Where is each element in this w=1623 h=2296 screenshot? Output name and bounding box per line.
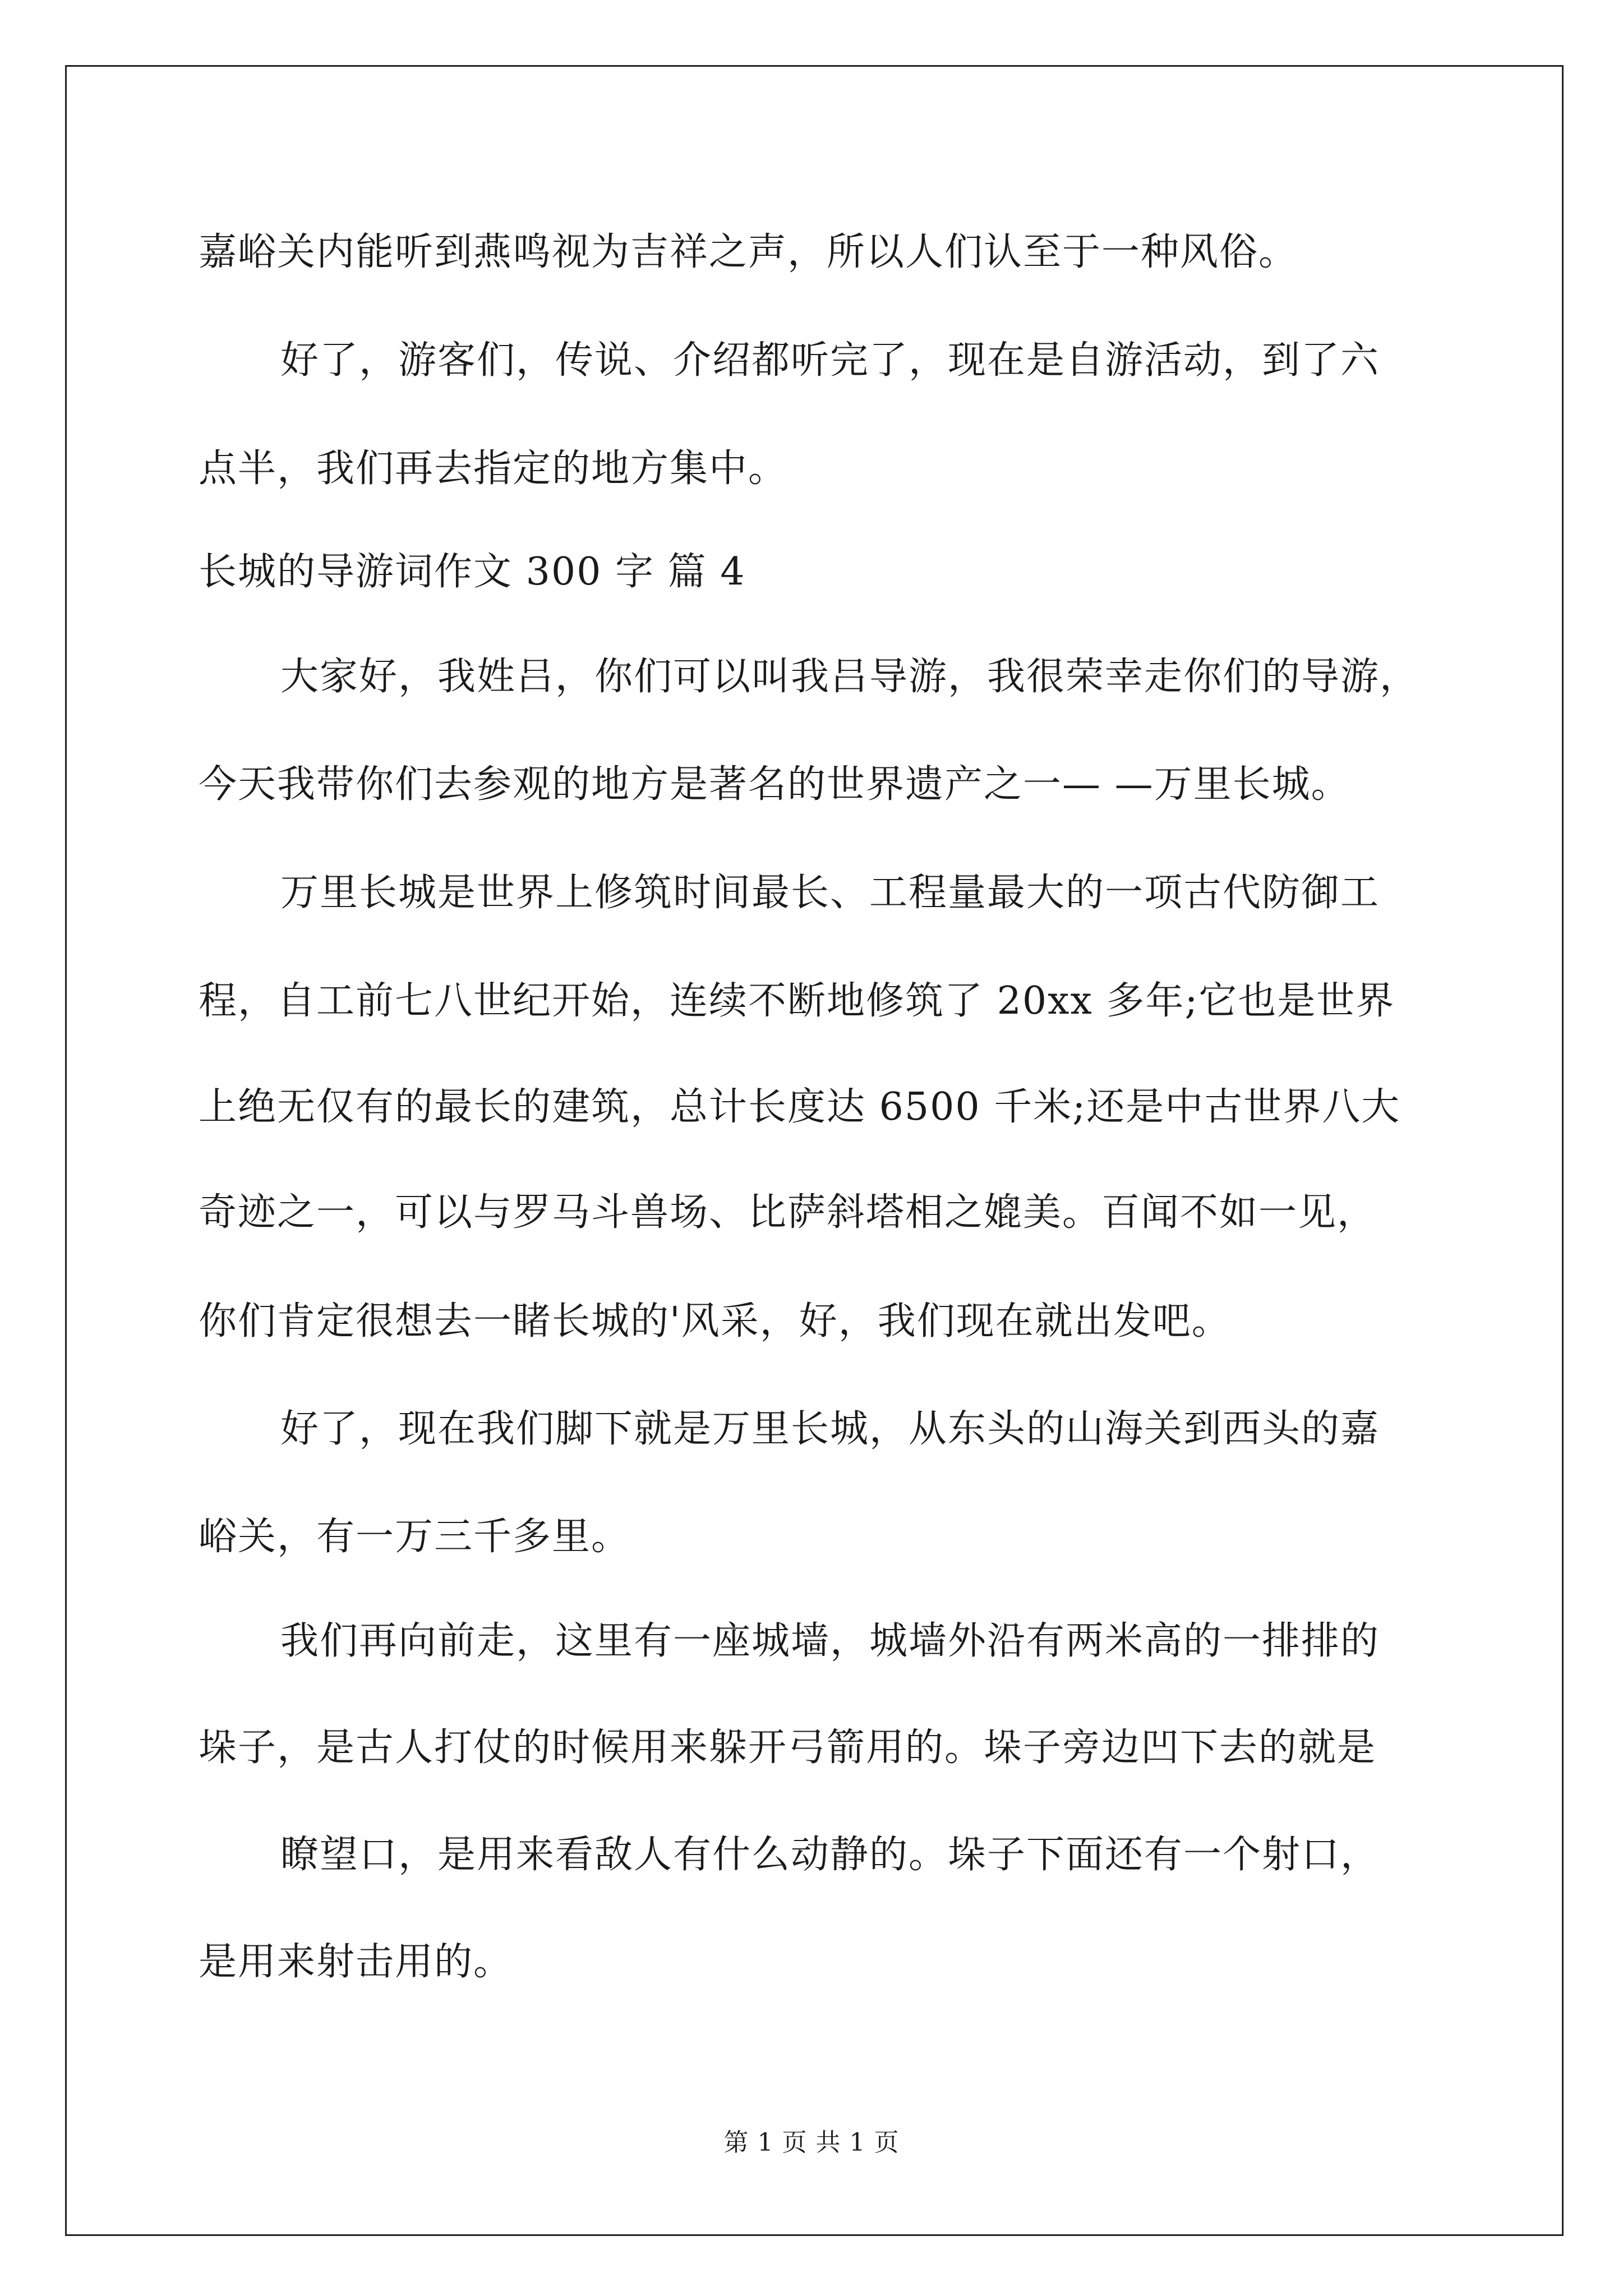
text-line-2: 好了，游客们，传说、介绍都听完了，现在是自游活动，到了六 [280,338,1380,383]
text-line-7: 万里长城是世界上修筑时间最长、工程量最大的一项古代防御工 [280,871,1380,915]
text-line-15: 垛子，是古人打仗的时候用来躲开弓箭用的。垛子旁边凹下去的就是 [199,1726,1377,1770]
text-line-10: 奇迹之一，可以与罗马斗兽场、比萨斜塔相之媲美。百闻不如一见， [199,1190,1377,1235]
text-line-5: 大家好，我姓吕，你们可以叫我吕导游，我很荣幸走你们的导游， [280,655,1419,699]
text-line-9: 上绝无仅有的最长的建筑，总计长度达 6500 千米;还是中古世界八大 [199,1085,1401,1129]
text-line-17: 是用来射击用的。 [199,1940,513,1984]
text-line-3: 点半，我们再去指定的地方集中。 [199,447,788,491]
text-line-12: 好了，现在我们脚下就是万里长城，从东头的山海关到西头的嘉 [280,1407,1380,1451]
section-heading: 长城的导游词作文 300 字 篇 4 [199,550,746,594]
text-line-8: 程，自工前七八世纪开始，连续不断地修筑了 20xx 多年;它也是世界 [199,979,1395,1023]
text-line-16: 瞭望口，是用来看敌人有什么动静的。垛子下面还有一个射口， [280,1833,1380,1877]
page-border [65,65,1564,2236]
text-line-11: 你们肯定很想去一睹长城的'风采，好，我们现在就出发吧。 [199,1299,1231,1343]
text-line-1: 嘉峪关内能听到燕鸣视为吉祥之声，所以人们认至于一种风俗。 [199,230,1298,274]
page-footer: 第 1 页 共 1 页 [723,2128,900,2157]
text-line-13: 峪关，有一万三千多里。 [199,1515,631,1559]
text-line-6: 今天我带你们去参观的地方是著名的世界遗产之一— —万里长城。 [199,762,1350,807]
text-line-14: 我们再向前走，这里有一座城墙，城墙外沿有两米高的一排排的 [280,1619,1380,1663]
